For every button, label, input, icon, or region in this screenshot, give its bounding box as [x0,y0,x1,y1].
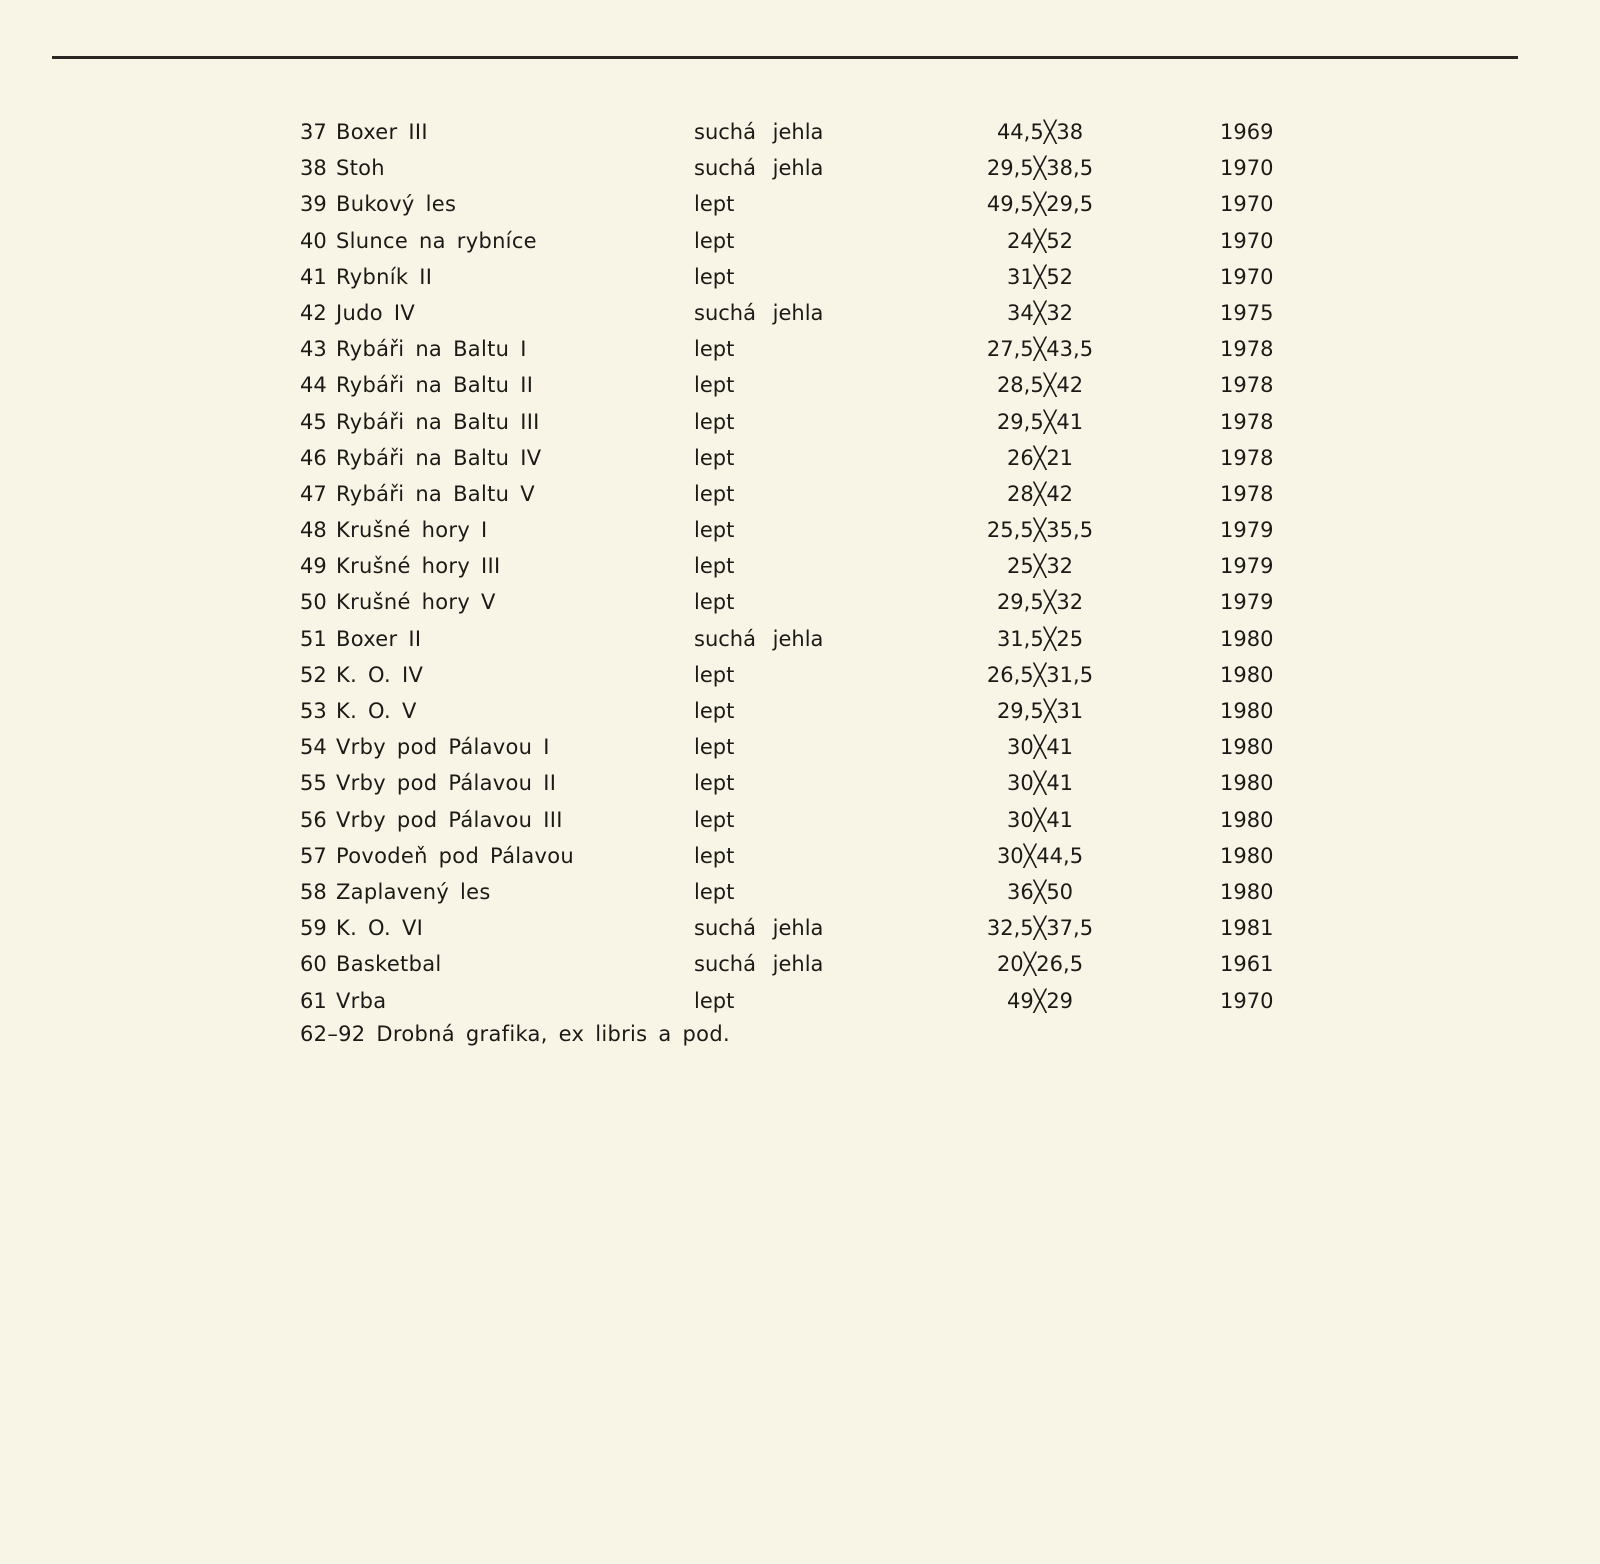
row-technique: suchá jehla [694,952,824,977]
row-number: 46 [300,445,327,470]
row-dimensions: 20╳26,5 [996,952,1084,977]
table-row [300,729,1280,765]
row-title: Vrby pod Pálavou III [336,807,563,832]
row-dimensions: 31,5╳25 [996,626,1084,651]
row-number: 51 [300,626,327,651]
row-technique: suchá jehla [694,916,824,941]
table-row [300,295,1280,331]
row-dimensions: 34╳32 [1006,300,1074,325]
row-title: Krušné hory III [336,554,501,579]
row-title: K. O. V [336,699,417,723]
row-title: Stoh [336,156,385,181]
table-row [300,946,1280,982]
row-number: 58 [300,879,327,904]
table-row [300,367,1280,403]
row-year: 1969 [1220,120,1274,144]
row-dimensions: 24╳52 [1006,228,1074,253]
row-title: Rybáři na Baltu I [336,337,527,362]
table-row [300,910,1280,946]
table-row [300,512,1280,548]
row-technique: lept [694,554,735,579]
row-dimensions: 30╳41 [1006,735,1074,760]
row-year: 1978 [1220,481,1274,506]
row-technique: lept [694,264,735,289]
table-row [300,186,1280,222]
row-technique: lept [694,843,735,868]
row-number: 53 [300,699,327,723]
row-year: 1970 [1220,156,1274,181]
row-technique: suchá jehla [694,300,824,325]
row-year: 1970 [1220,988,1274,1013]
row-dimensions: 44,5╳38 [996,120,1084,144]
table-row [300,548,1280,584]
row-dimensions: 30╳41 [1006,771,1074,796]
row-dimensions: 27,5╳43,5 [986,337,1094,362]
table-row [300,584,1280,620]
row-technique: suchá jehla [694,626,824,651]
row-number: 37 [300,120,327,144]
row-technique: lept [694,807,735,832]
row-technique: suchá jehla [694,120,824,144]
row-year: 1978 [1220,373,1274,398]
row-year: 1978 [1220,445,1274,470]
row-dimensions: 29,5╳41 [996,409,1084,434]
row-number: 44 [300,373,327,398]
row-number: 60 [300,952,327,977]
row-dimensions: 25╳32 [1006,554,1074,579]
row-title: Vrby pod Pálavou I [336,735,550,760]
table-row [300,838,1280,874]
row-number: 45 [300,409,327,434]
row-title: K. O. IV [336,662,424,687]
table-row [300,765,1280,801]
row-dimensions: 28╳42 [1006,481,1074,506]
row-number: 50 [300,590,327,615]
row-title: Vrby pod Pálavou II [336,771,557,796]
row-title: K. O. VI [336,916,424,941]
table-row [300,983,1280,1019]
row-year: 1980 [1220,807,1274,832]
row-year: 1980 [1220,843,1274,868]
row-year: 1970 [1220,264,1274,289]
table-row [300,223,1280,259]
row-dimensions: 49,5╳29,5 [986,192,1094,217]
row-number: 57 [300,843,327,868]
row-dimensions: 31╳52 [1006,264,1074,289]
row-title: Krušné hory I [336,518,488,543]
row-number: 42 [300,300,327,325]
row-title: Rybáři na Baltu II [336,373,534,398]
row-technique: lept [694,481,735,506]
table-row [300,693,1280,729]
row-title: Zaplavený les [336,879,491,904]
table-row [300,150,1280,186]
row-technique: lept [694,409,735,434]
row-title: Basketbal [336,952,442,977]
row-dimensions: 32,5╳37,5 [986,916,1094,941]
row-title: Povodeň pod Pálavou [336,843,575,868]
table-row [300,331,1280,367]
table-row [300,874,1280,910]
table-row [300,657,1280,693]
row-year: 1978 [1220,337,1274,362]
row-number: 39 [300,192,327,217]
row-number: 43 [300,337,327,362]
row-number: 59 [300,916,327,941]
row-technique: lept [694,735,735,760]
row-dimensions: 29,5╳31 [996,699,1084,723]
row-number: 41 [300,264,327,289]
row-technique: lept [694,445,735,470]
row-dimensions: 30╳44,5 [996,843,1084,868]
row-number: 38 [300,156,327,181]
row-technique: lept [694,590,735,615]
table-row [300,802,1280,838]
row-technique: lept [694,771,735,796]
row-title: Rybáři na Baltu III [336,409,540,434]
row-title: Judo IV [336,300,416,325]
row-dimensions: 29,5╳32 [996,590,1084,615]
row-technique: lept [694,228,735,253]
row-year: 1978 [1220,409,1274,434]
row-title: Rybáři na Baltu IV [336,445,542,470]
row-number: 40 [300,228,327,253]
row-technique: lept [694,662,735,687]
row-dimensions: 26,5╳31,5 [986,662,1094,687]
row-year: 1975 [1220,300,1274,325]
row-title: Bukový les [336,192,457,217]
row-technique: lept [694,518,735,543]
row-dimensions: 28,5╳42 [996,373,1084,398]
row-number: 56 [300,807,327,832]
row-year: 1980 [1220,771,1274,796]
row-number: 49 [300,554,327,579]
row-technique: lept [694,699,735,723]
row-number: 61 [300,988,327,1013]
row-title: Slunce na rybníce [336,228,537,253]
row-dimensions: 30╳41 [1006,807,1074,832]
row-technique: lept [694,373,735,398]
row-year: 1980 [1220,699,1274,723]
table-row [300,404,1280,440]
row-year: 1979 [1220,518,1274,543]
row-number: 48 [300,518,327,543]
footnote: 62–92 Drobná grafika, ex libris a pod. [300,1022,730,1046]
row-dimensions: 49╳29 [1006,988,1074,1013]
table-row [300,114,1280,150]
table-row [300,476,1280,512]
row-year: 1980 [1220,879,1274,904]
row-technique: lept [694,192,735,217]
table-row [300,621,1280,657]
row-year: 1979 [1220,554,1274,579]
row-number: 54 [300,735,327,760]
row-year: 1980 [1220,735,1274,760]
row-technique: lept [694,988,735,1013]
row-technique: lept [694,879,735,904]
row-year: 1980 [1220,662,1274,687]
row-year: 1970 [1220,192,1274,217]
row-number: 55 [300,771,327,796]
row-dimensions: 25,5╳35,5 [986,518,1094,543]
row-technique: lept [694,337,735,362]
table-row [300,440,1280,476]
row-year: 1961 [1220,952,1274,977]
row-title: Boxer II [336,626,422,651]
row-year: 1980 [1220,626,1274,651]
row-technique: suchá jehla [694,156,824,181]
row-year: 1981 [1220,916,1274,941]
row-title: Rybník II [336,264,433,289]
row-dimensions: 36╳50 [1006,879,1074,904]
top-rule [52,56,1518,59]
row-title: Krušné hory V [336,590,496,615]
row-number: 47 [300,481,327,506]
table-row [300,259,1280,295]
row-dimensions: 26╳21 [1006,445,1074,470]
row-dimensions: 29,5╳38,5 [986,156,1094,181]
row-title: Boxer III [336,120,428,144]
row-year: 1979 [1220,590,1274,615]
catalog-table [300,114,1280,1019]
row-title: Vrba [336,988,387,1013]
row-title: Rybáři na Baltu V [336,481,535,506]
row-number: 52 [300,662,327,687]
row-year: 1970 [1220,228,1274,253]
